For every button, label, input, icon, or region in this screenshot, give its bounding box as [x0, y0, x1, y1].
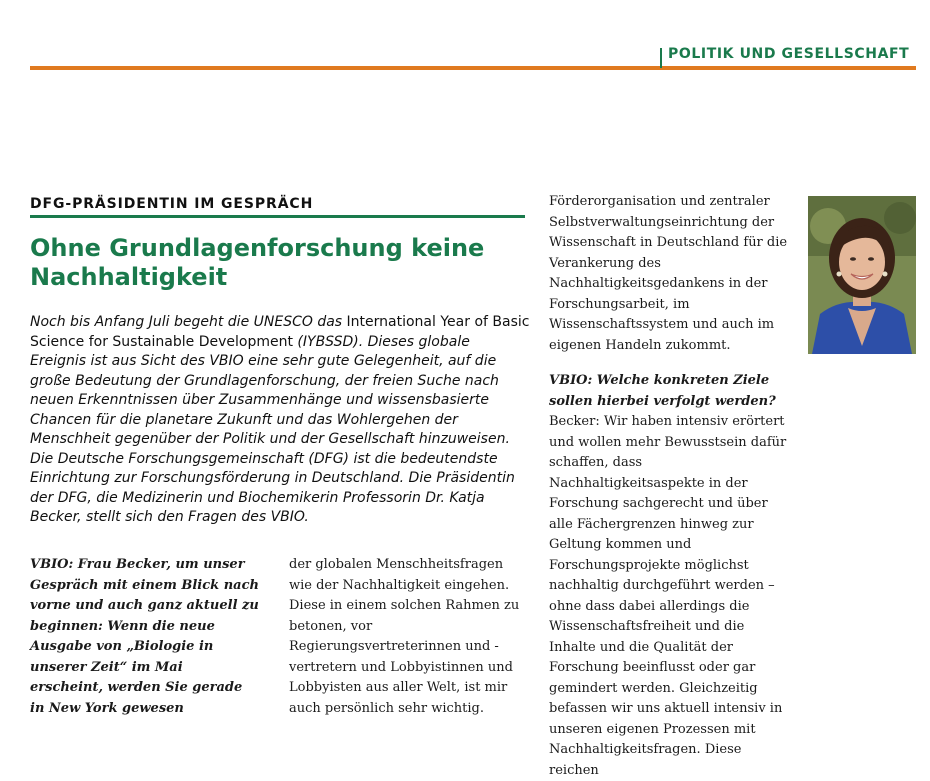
- interview-answer: Becker: Wir haben intensiv erörtert und wollen mehr Bewusstsein dafür schaffen, dass Nachhaltigkeitsaspekte in der Forschung sachgerecht und über alle Fächergrenzen hinweg zur Geltung kommen und Forschungsprojekte möglichst nachhaltig durchgeführt werden – ohne dass dabei allerdings die Wissenschaftsfreiheit und die Inhalte und die Qualität der Forschung beeinflusst oder gar gemindert werden. Gleichzeitig befassen wir uns aktuell intensiv in unseren eigenen Prozessen mit Nachhaltigkeitsfragen. Diese reichen: [549, 414, 787, 778]
- article-headline: Ohne Grundlagenforschung keine Nachhaltigkeit: [30, 234, 485, 291]
- lead-text-2: (IYBSSD). Dieses globale Ereignis ist aus Sicht des VBIO eine sehr gute Gelegenheit, auf die große Bedeutung der Grundlagenforschung, der freien Suche nach neuen Erkenntnissen über Zusammenhänge und wissensbasierte Chancen für die planetare Zukunft und das Wohlergehen der Menschheit gegenüber der Politik und der Gesellschaft hinzuweisen. Die Deutsche Forschungsgemeinschaft (DFG) ist die bedeutendste Einrichtung zur Forschungsförderung in Deutschland. Die Präsidentin der DFG, die Medizinerin und Biochemikerin Professorin Dr. Katja Becker, stellt sich den Fragen des VBIO.: [30, 333, 515, 525]
- column-1: [30, 555, 260, 719]
- column-3: [549, 192, 789, 781]
- lead-text-1: Noch bis Anfang Juli begeht die UNESCO das: [30, 314, 347, 330]
- lead-event-name: International Year of Basic Science for Sustainable Development: [30, 314, 530, 350]
- article-lead: [30, 313, 530, 528]
- portrait-photo: [808, 196, 916, 354]
- article-kicker: DFG-PRÄSIDENTIN IM GESPRÄCH: [30, 196, 314, 212]
- section-divider: [660, 48, 662, 68]
- column-2: [289, 555, 529, 719]
- interview-question: VBIO: Frau Becker, um unser Gespräch mit einem Blick nach vorne und auch ganz aktuell zu beginnen: Wenn die neue Ausgabe von „Biologie in unserer Zeit“ im Mai erscheint, werden Sie gerade in New York gewesen: [30, 557, 259, 716]
- portrait-illustration: [808, 196, 916, 354]
- interview-question: VBIO: Welche konkreten Ziele sollen hierbei verfolgt werden?: [549, 373, 776, 409]
- kicker-rule: [30, 215, 525, 218]
- header-rule: [30, 66, 916, 70]
- interview-answer: der globalen Menschheitsfragen wie der Nachhaltigkeit eingehen. Diese in einem solchen Rahmen zu betonen, vor Regierungsvertreterinnen und -vertretern und Lobbyistinnen und Lobbyisten aus aller Welt, ist mir auch persönlich sehr wichtig.: [289, 557, 520, 716]
- interview-answer-continued: Förderorganisation und zentraler Selbstverwaltungseinrichtung der Wissenschaft in Deutschland für die Verankerung des Nachhaltigkeitsgedankens in der Forschungsarbeit, im Wissenschaftssystem und auch im eigenen Handeln zukommt.: [549, 194, 788, 353]
- section-label: POLITIK UND GESELLSCHAFT: [668, 46, 910, 62]
